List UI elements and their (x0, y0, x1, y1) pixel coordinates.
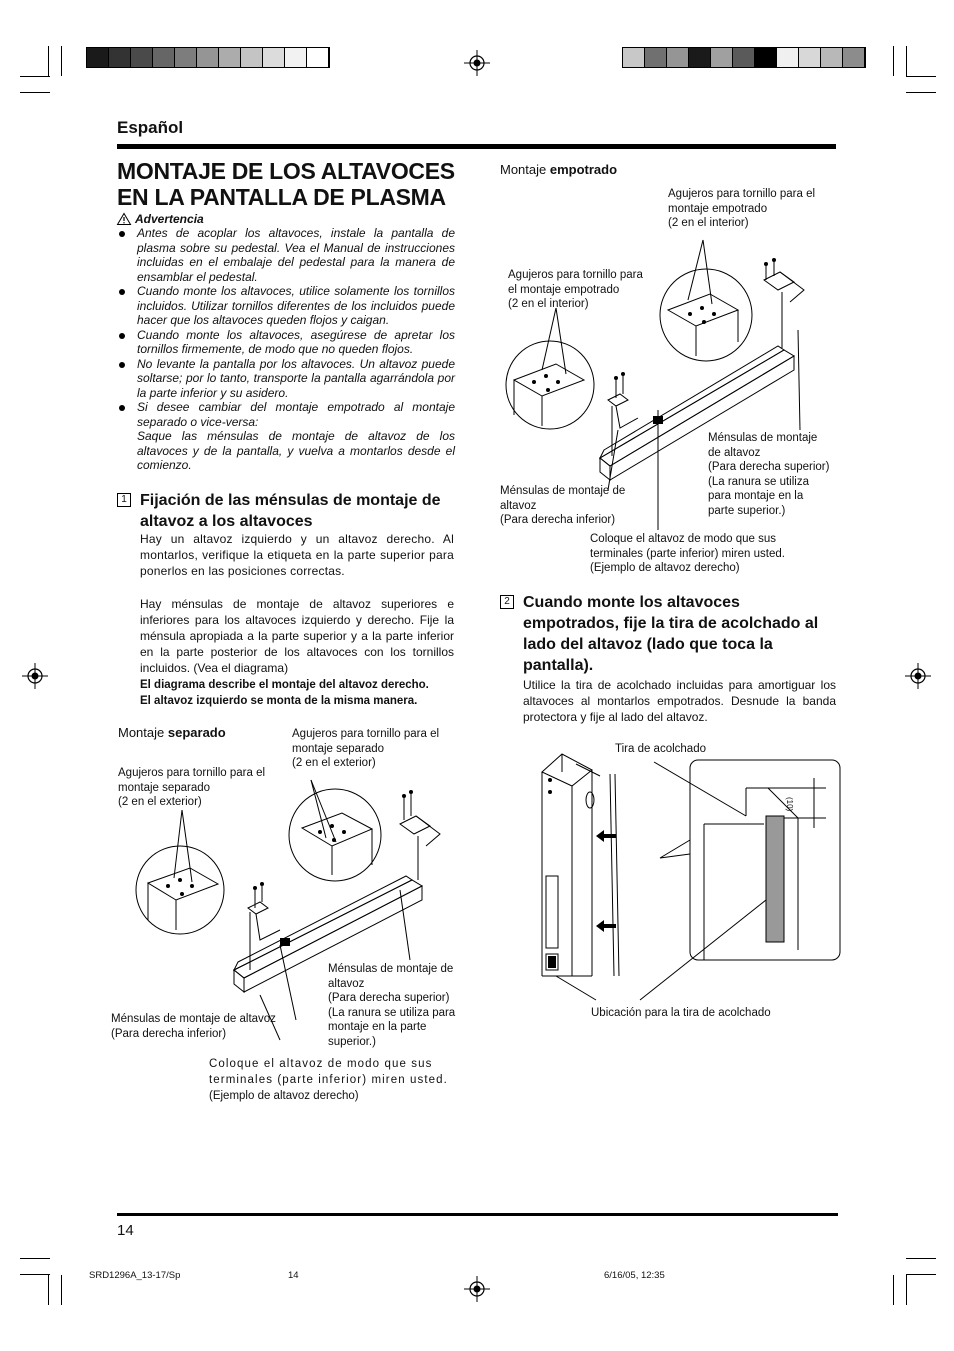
registration-swatch (263, 48, 285, 67)
registration-bar-left (86, 47, 330, 68)
file-id: SRD1296A_13-17/Sp (89, 1270, 181, 1281)
section2-para: Utilice la tira de acolchado incluidas para amortiguar los altavoces al montarlos empotrados. Desnude la banda protectora y fije al lado del altavoz. (523, 678, 836, 724)
label-line: (2 en el exterior) (292, 757, 376, 769)
label-line: (Ejemplo de altavoz derecho) (590, 562, 740, 574)
strip-location-label: Ubicación para la tira de acolchado (591, 1007, 771, 1019)
warning-item: Cuando monte los altavoces, utilice solamente los tornillos incluidos. Utilizar tornillos diferentes de los incluidos puede hacer que los altavoces queden flojos y caigan. (117, 284, 455, 328)
warning-list (117, 226, 455, 473)
empotrado-caption-prefix: Montaje (500, 162, 550, 177)
section1-para2: Hay ménsulas de montaje de altavoz superiores e inferiores para los altavoces izquierdo y derecho. Fije la ménsula apropiada a la parte superior y a la parte inferior en la parte posterior de los altavoces con los tornillos incluidos. (Vea el diagrama) (140, 597, 454, 675)
registration-swatch (711, 48, 733, 67)
label-line: montaje empotrado (668, 202, 768, 215)
label-line: para montaje en la (708, 490, 804, 502)
page-number: 14 (117, 1222, 134, 1239)
registration-swatch (777, 48, 799, 67)
section1-note: El altavoz izquierdo se monta de la misma manera. (140, 695, 418, 707)
registration-bar-right (622, 47, 866, 68)
registration-swatch (799, 48, 821, 67)
warning-item: No levante la pantalla por los altavoces. Un altavoz puede soltarse; por lo tanto, transporte la pantalla agarrándola por la parte inferior y su asidero. (117, 357, 455, 401)
empotrado-mounting-illustration (498, 230, 838, 530)
timestamp: 6/16/05, 12:35 (604, 1270, 665, 1281)
padding-strip-illustration (536, 750, 846, 1010)
registration-swatch (623, 48, 645, 67)
section2-number: 2 (500, 595, 514, 609)
warning-triangle-icon (117, 213, 131, 225)
registration-target-icon (464, 1276, 490, 1302)
label-line: Coloque el altavoz de modo que sus (209, 1058, 433, 1070)
warning-heading-text: Advertencia (135, 212, 204, 226)
registration-swatch (645, 48, 667, 67)
label-line: terminales (parte inferior) miren usted. (209, 1074, 448, 1086)
label-line: (Para derecha inferior) (500, 514, 616, 526)
registration-target-icon (22, 663, 48, 689)
label-line: Agujeros para tornillo para el (118, 767, 266, 779)
registration-swatch (241, 48, 263, 67)
registration-swatch (197, 48, 219, 67)
label-line: montaje separado (118, 781, 211, 794)
label-line: (La ranura se utiliza para (328, 1006, 456, 1019)
separado-caption-prefix: Montaje (118, 725, 168, 740)
label-line: Agujeros para tornillo para (508, 269, 643, 281)
empotrado-caption-bold: empotrado (549, 162, 618, 177)
section1-note: El diagrama describe el montaje del altavoz derecho. (140, 679, 429, 691)
registration-swatch (285, 48, 307, 67)
empotrado-caption (500, 162, 617, 177)
dimension-label: (10) (785, 797, 794, 812)
section1-number: 1 (117, 493, 131, 507)
registration-swatch (843, 48, 865, 67)
warning-item: Si desee cambiar del montaje empotrado al montaje separado o vice-versa: (117, 400, 455, 429)
language-label: Español (117, 118, 184, 137)
label-line: (Para derecha superior) (328, 992, 450, 1004)
label-line: (2 en el exterior) (118, 796, 202, 808)
warning-heading (117, 212, 204, 226)
label-line: Ménsulas de montaje (708, 432, 818, 444)
registration-swatch (689, 48, 711, 67)
footer-rule (117, 1213, 838, 1216)
strip-label: Tira de acolchado (615, 743, 706, 755)
empotrado-holes-right-label (668, 187, 815, 231)
label-line: terminales (parte inferior) miren usted. (590, 547, 785, 560)
label-line: Agujeros para tornillo para el (668, 188, 816, 200)
registration-swatch (131, 48, 153, 67)
label-line: (La ranura se utiliza (708, 475, 809, 488)
registration-swatch (87, 48, 109, 67)
section1-para1: Hay un altavoz izquierdo y un altavoz derecho. Al montarlos, verifique la etiqueta en la parte superior para ponerlos en las posiciones correctas. (140, 532, 454, 578)
registration-swatch (109, 48, 131, 67)
separado-caption-bold: separado (167, 725, 226, 740)
section1-heading (117, 490, 462, 532)
registration-target-icon (905, 663, 931, 689)
registration-swatch (733, 48, 755, 67)
header-rule (117, 144, 836, 149)
label-line: (Para derecha inferior) (111, 1027, 227, 1040)
label-line: (Ejemplo de altavoz derecho) (209, 1090, 359, 1102)
label-line: Ménsulas de montaje de altavoz (111, 1013, 276, 1025)
registration-target-icon (464, 50, 490, 76)
registration-swatch (219, 48, 241, 67)
warning-extra: Saque las ménsulas de montaje de altavoz de los altavoces y de la pantalla, y vuelva a montarlos desde el comienzo. (137, 429, 455, 472)
label-line: parte superior.) (708, 504, 786, 517)
label-line: Coloque el altavoz de modo que sus (590, 533, 777, 545)
warning-item: Antes de acoplar los altavoces, instale la pantalla de plasma sobre su pedestal. Vea el Manual de instrucciones incluidas en el embalaje del pedestal para la manera de ensamblar el pedestal. (117, 226, 455, 284)
label-line: Ménsulas de montaje de (500, 485, 626, 497)
registration-swatch (175, 48, 197, 67)
section2-heading (500, 592, 840, 676)
label-line: Ménsulas de montaje de (328, 963, 454, 975)
label-line: superior.) (328, 1035, 376, 1048)
section2-heading-text: Cuando monte los altavoces empotrados, fije la tira de acolchado al lado del altavoz (lado que toca la pantalla). (523, 594, 819, 674)
warning-item: Cuando monte los altavoces, asegúrese de apretar los tornillos firmemente, de modo que no queden flojos. (117, 328, 455, 357)
separado-caption (118, 725, 226, 740)
label-line: altavoz (500, 499, 537, 512)
warning-extra-container (117, 429, 455, 473)
label-line: altavoz (328, 977, 365, 990)
registration-swatch (153, 48, 175, 67)
registration-swatch (755, 48, 777, 67)
page-title: MONTAJE DE LOS ALTAVOCES EN LA PANTALLA DE PLASMA (117, 158, 455, 210)
registration-swatch (667, 48, 689, 67)
label-line: montaje separado (292, 742, 385, 755)
label-line: (2 en el interior) (508, 298, 589, 310)
section1-heading-text: Fijación de las ménsulas de montaje de altavoz a los altavoces (140, 492, 441, 530)
registration-swatch (307, 48, 329, 67)
label-line: montaje en la parte (328, 1021, 427, 1033)
label-line: Agujeros para tornillo para el (292, 728, 440, 740)
sheet-number: 14 (288, 1270, 299, 1281)
label-line: (Para derecha superior) (708, 461, 830, 473)
section1-notes (140, 677, 460, 709)
separado-holes-right-label (292, 727, 439, 771)
label-line: el montaje empotrado (508, 283, 620, 296)
separado-place-note (209, 1056, 448, 1104)
separado-mounting-illustration (130, 780, 460, 1040)
label-line: (2 en el interior) (668, 217, 749, 229)
label-line: de altavoz (708, 446, 761, 459)
empotrado-place-note (590, 532, 785, 576)
registration-swatch (821, 48, 843, 67)
